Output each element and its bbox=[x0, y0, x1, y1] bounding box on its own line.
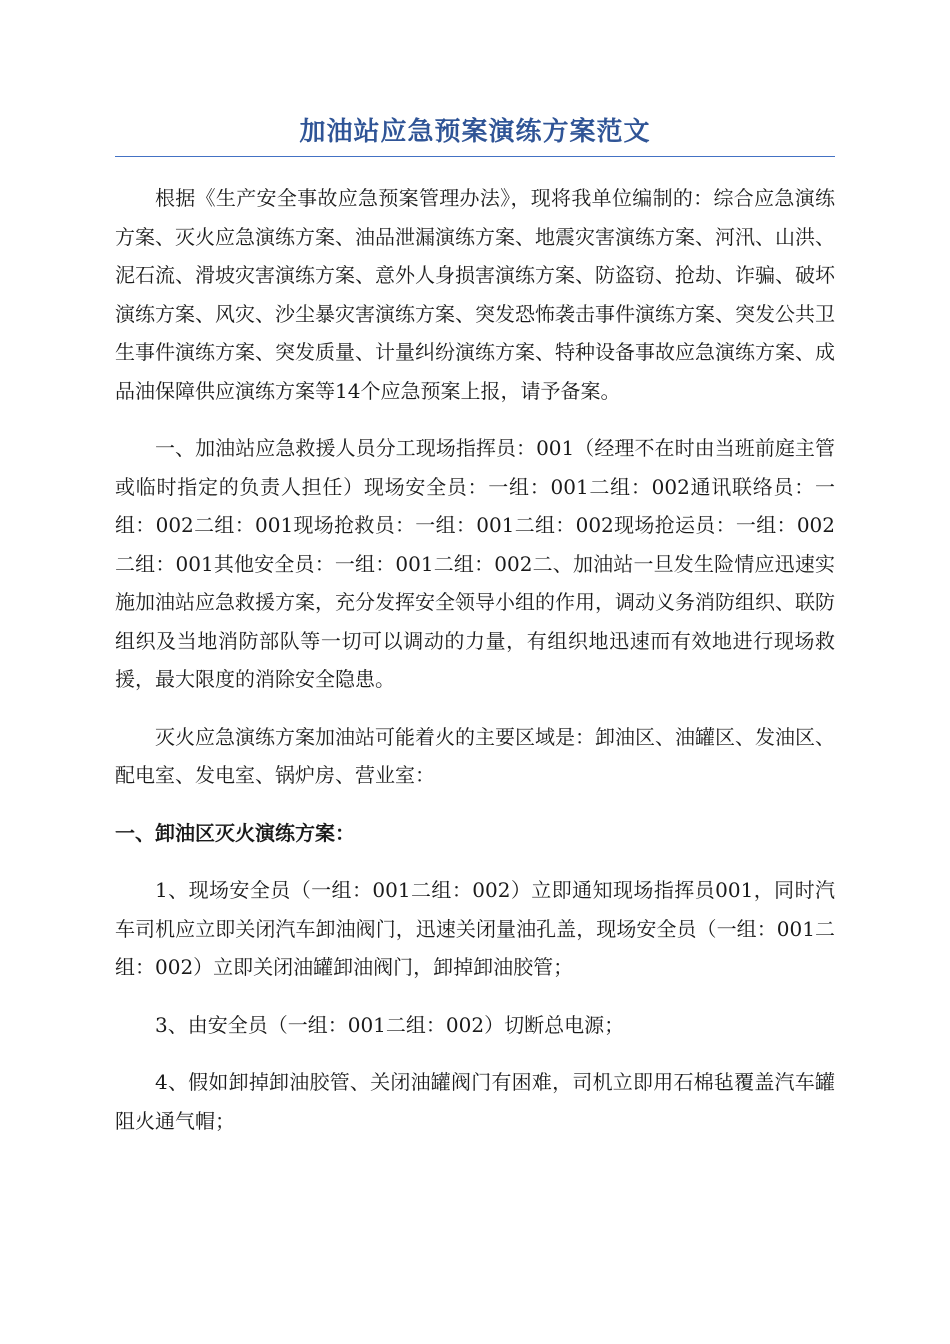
document-page bbox=[115, 110, 835, 1140]
step-item: 3、由安全员（一组：001二组：002）切断总电源； bbox=[155, 1012, 625, 1037]
step-item: 1、现场安全员（一组：001二组：002）立即通知现场指挥员001，同时汽车司机应立即关闭汽车卸油阀门，迅速关闭量油孔盖，现场安全员（一组：001二组：002）立即关闭油罐卸油阀门，卸掉卸油胶管； bbox=[115, 878, 835, 979]
paragraph-staff-assignment: 一、加油站应急救援人员分工现场指挥员：001（经理不在时由当班前庭主管或临时指定的负责人担任）现场安全员：一组：001二组：002通讯联络员：一组：002二组：001现场抢救员：一组：001二组：002现场抢运员：一组：002二组：001其他安全员：一组：001二组：002二、加油站一旦发生险情应迅速实施加油站应急救援方案，充分发挥安全领导小组的作用，调动义务消防组织、联防组织及当地消防部队等一切可以调动的力量，有组织地迅速而有效地进行现场救援，最大限度的消除安全隐患。 bbox=[115, 436, 835, 691]
document-title: 加油站应急预案演练方案范文 bbox=[115, 110, 835, 157]
section-heading: 一、卸油区灭火演练方案： bbox=[115, 820, 355, 845]
paragraph-fire-areas: 灭火应急演练方案加油站可能着火的主要区域是：卸油区、油罐区、发油区、配电室、发电室、锅炉房、营业室： bbox=[115, 724, 835, 787]
step-item: 4、假如卸掉卸油胶管、关闭油罐阀门有困难，司机立即用石棉毡覆盖汽车罐阻火通气帽； bbox=[115, 1070, 835, 1133]
paragraph-intro: 根据《生产安全事故应急预案管理办法》，现将我单位编制的：综合应急演练方案、灭火应急演练方案、油品泄漏演练方案、地震灾害演练方案、河汛、山洪、泥石流、滑坡灾害演练方案、意外人身损害演练方案、防盗窃、抢劫、诈骗、破坏演练方案、风灾、沙尘暴灾害演练方案、突发恐怖袭击事件演练方案、突发公共卫生事件演练方案、突发质量、计量纠纷演练方案、特种设备事故应急演练方案、成品油保障供应演练方案等14个应急预案上报，请予备案。 bbox=[115, 186, 835, 403]
